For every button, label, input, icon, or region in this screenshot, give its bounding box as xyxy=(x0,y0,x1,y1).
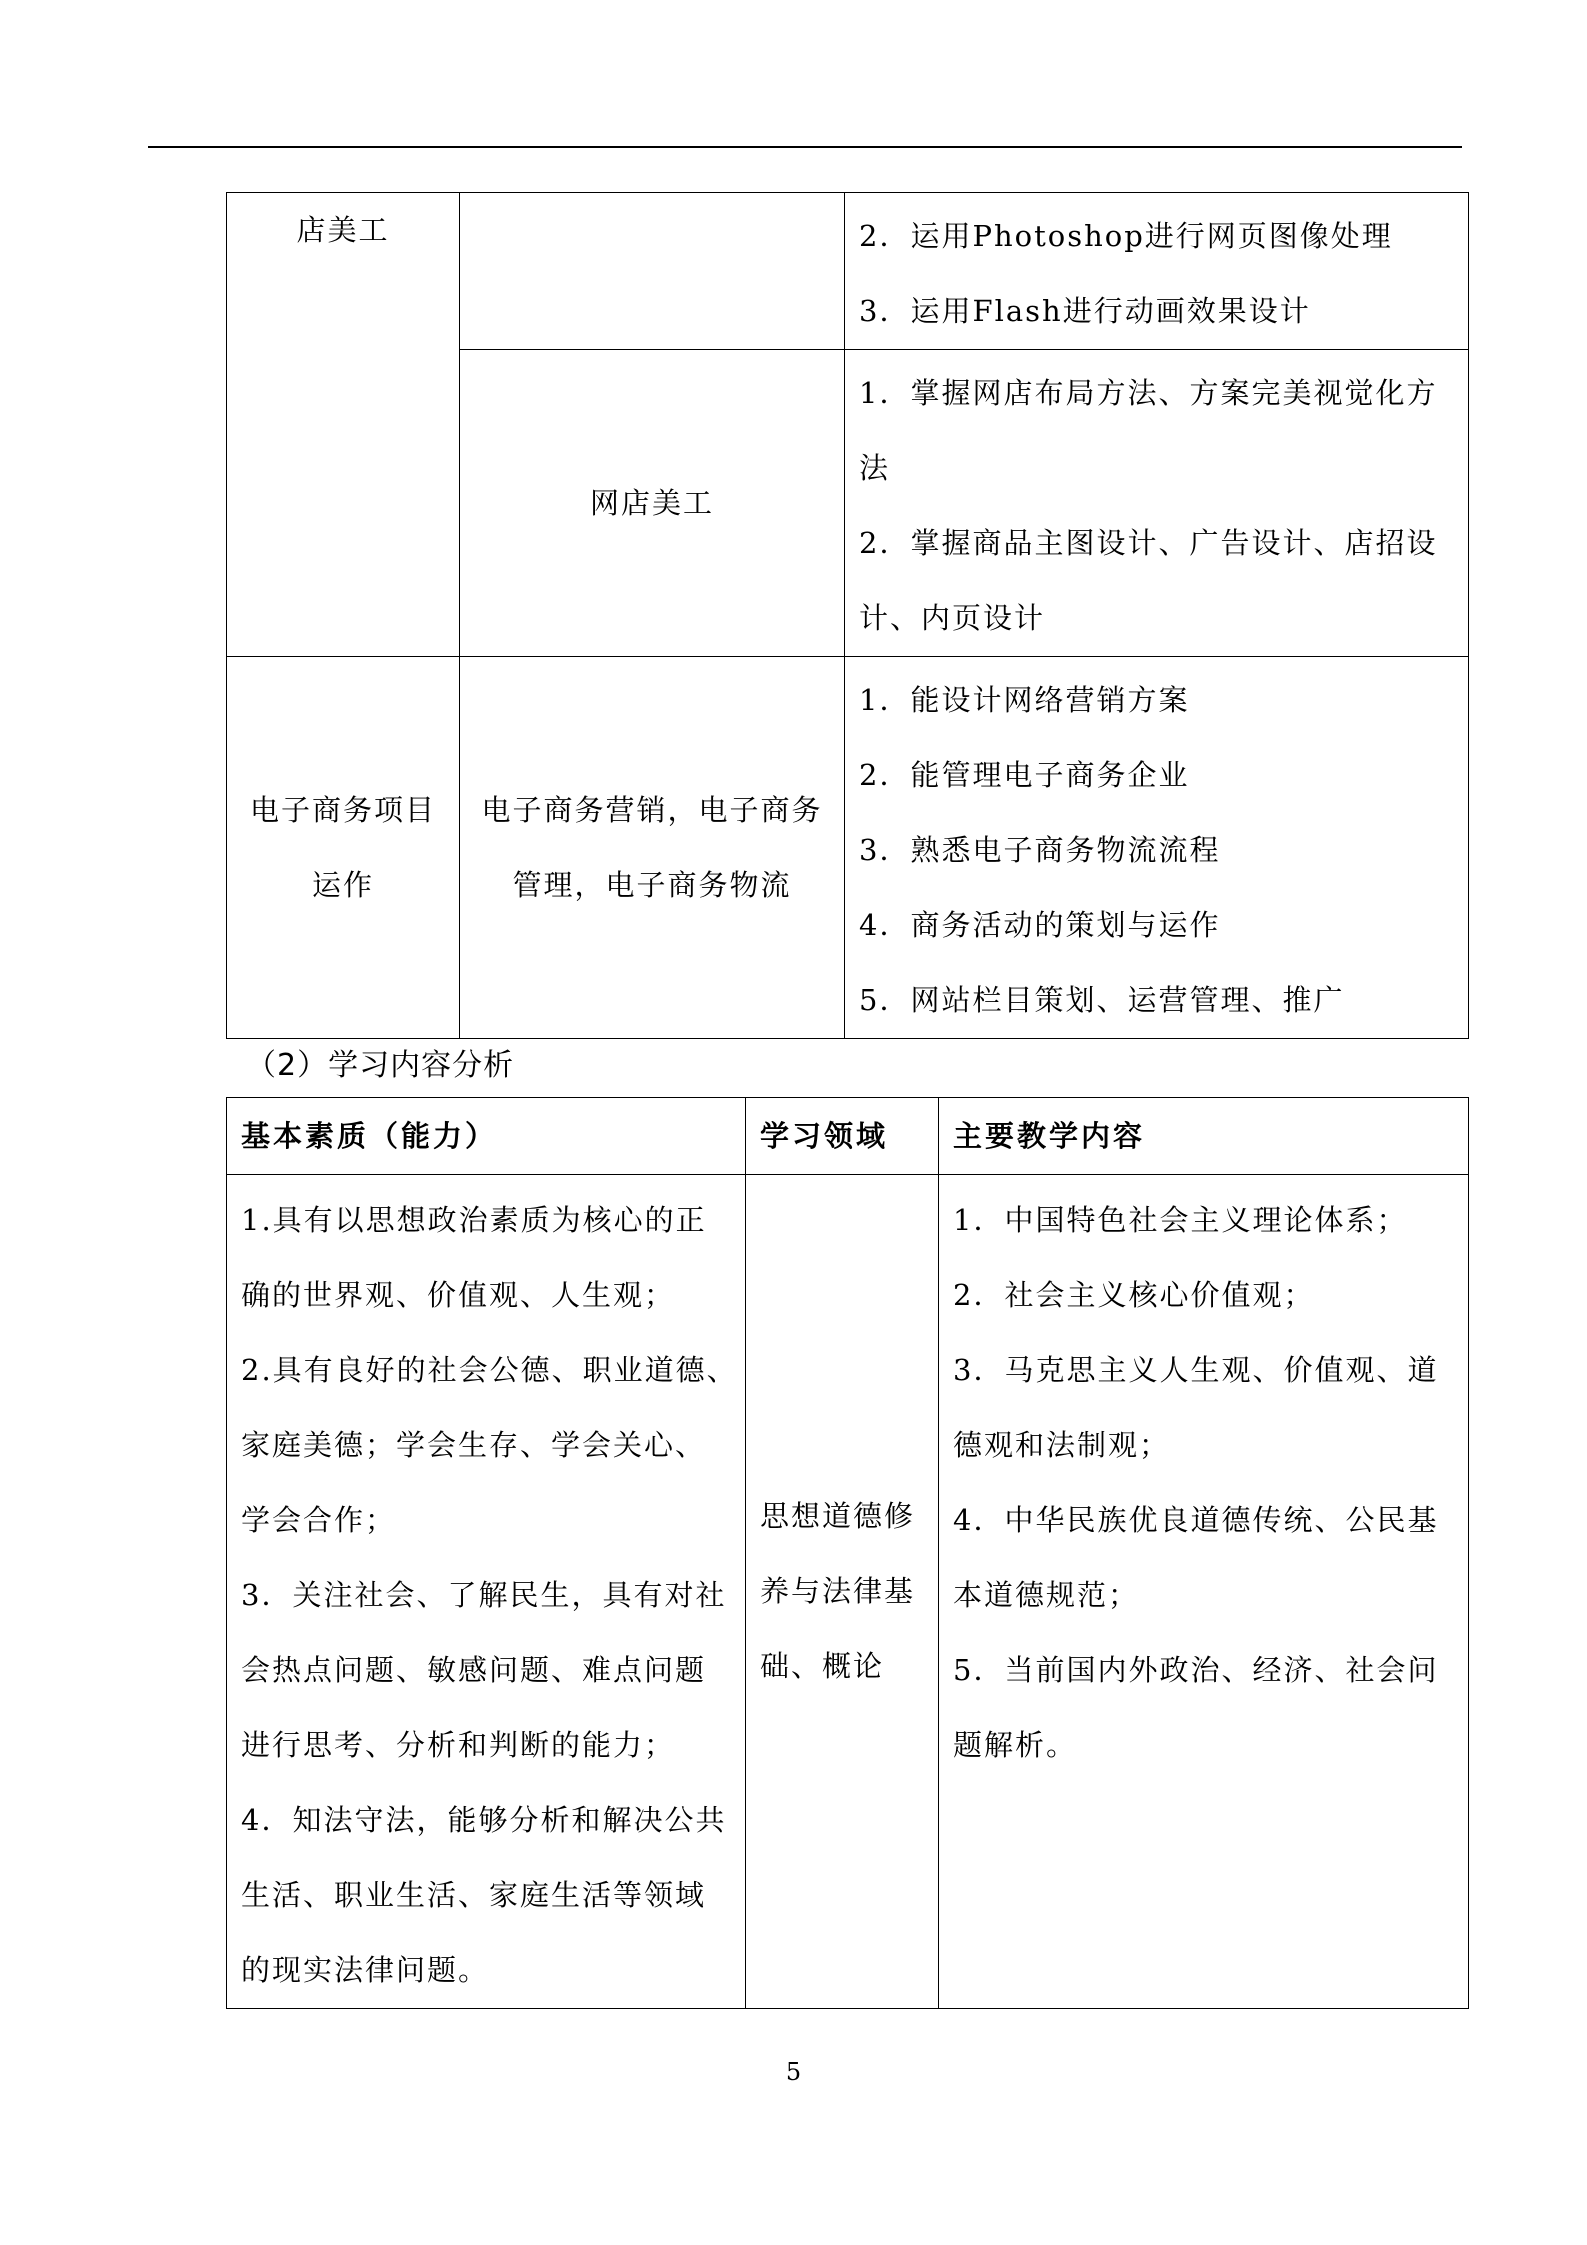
cell-line: 运作 xyxy=(311,867,374,902)
header-main-content: 主要教学内容 xyxy=(939,1098,1469,1175)
cell-line: 3．熟悉电子商务物流流程 xyxy=(859,833,1221,867)
cell-line: 1．能设计网络营销方案 xyxy=(859,683,1190,717)
table-cell-module xyxy=(460,193,845,350)
cell-line: 4．商务活动的策划与运作 xyxy=(859,908,1221,942)
cell-line: 1.具有以思想政治素质为核心的正 xyxy=(241,1203,707,1237)
page-number: 5 xyxy=(785,2058,802,2086)
cell-line: 德观和法制观； xyxy=(953,1428,1171,1462)
cell-line: 4．知法守法，能够分析和解决公共 xyxy=(241,1803,727,1837)
header-learning-field: 学习领域 xyxy=(746,1098,939,1175)
cell-line: 生活、职业生活、家庭生活等领域 xyxy=(241,1878,707,1912)
curriculum-table-continued xyxy=(226,192,1469,1039)
cell-line: 确的世界观、价值观、人生观； xyxy=(241,1278,676,1312)
table-cell-module xyxy=(460,350,845,657)
cell-line: 管理，电子商务物流 xyxy=(512,867,792,902)
cell-line: 进行思考、分析和判断的能力； xyxy=(241,1728,676,1762)
cell-line: 的现实法律问题。 xyxy=(241,1953,490,1987)
table-cell-learning-field xyxy=(746,1175,939,2009)
section-caption: （2）学习内容分析 xyxy=(246,1048,515,1083)
table-row xyxy=(227,1175,1469,2009)
table-cell-module xyxy=(460,657,845,1039)
cell-line: 家庭美德；学会生存、学会关心、 xyxy=(241,1428,707,1462)
cell-line: 2．能管理电子商务企业 xyxy=(859,758,1190,792)
header-rule xyxy=(148,146,1462,148)
table-cell-main-content xyxy=(939,1175,1469,2009)
cell-line: 2．社会主义核心价值观； xyxy=(953,1278,1315,1312)
cell-line: 3．关注社会、了解民生，具有对社 xyxy=(241,1578,727,1612)
table-row xyxy=(227,657,1469,1039)
learning-content-table xyxy=(226,1097,1469,2009)
cell-line: 法 xyxy=(859,451,891,485)
table-cell-course xyxy=(227,193,460,657)
cell-line: 思想道德修 xyxy=(760,1499,916,1533)
cell-line: 5．网站栏目策划、运营管理、推广 xyxy=(859,983,1345,1017)
cell-line: 2.具有良好的社会公德、职业道德、 xyxy=(241,1353,738,1387)
table-row xyxy=(227,193,1469,350)
table-cell-content xyxy=(845,193,1469,350)
cell-line: 网店美工 xyxy=(589,485,714,520)
cell-line: 养与法律基 xyxy=(760,1574,916,1608)
table-header-row xyxy=(227,1098,1469,1175)
table-cell-course xyxy=(227,657,460,1039)
cell-line: 1．掌握网店布局方法、方案完美视觉化方 xyxy=(859,376,1438,410)
cell-line: 5．当前国内外政治、经济、社会问 xyxy=(953,1653,1439,1687)
cell-line: 计、内页设计 xyxy=(859,601,1046,635)
cell-line: 4．中华民族优良道德传统、公民基 xyxy=(953,1503,1439,1537)
cell-line: 题解析。 xyxy=(953,1728,1078,1762)
cell-line: 电子商务项目 xyxy=(249,792,436,827)
cell-line: 学会合作； xyxy=(241,1503,397,1537)
cell-line: 店美工 xyxy=(296,213,390,247)
table-cell-content xyxy=(845,657,1469,1039)
cell-line: 础、概论 xyxy=(760,1649,885,1683)
cell-line: 会热点问题、敏感问题、难点问题 xyxy=(241,1653,707,1687)
cell-line: 3．马克思主义人生观、价值观、道 xyxy=(953,1353,1439,1387)
cell-line: 2．掌握商品主图设计、广告设计、店招设 xyxy=(859,526,1438,560)
cell-line: 2．运用Photoshop进行网页图像处理 xyxy=(859,219,1393,253)
cell-line: 电子商务营销，电子商务 xyxy=(481,792,823,827)
cell-line: 本道德规范； xyxy=(953,1578,1140,1612)
cell-line: 3．运用Flash进行动画效果设计 xyxy=(859,294,1311,328)
table-cell-content xyxy=(845,350,1469,657)
table-cell-basic-quality xyxy=(227,1175,746,2009)
cell-line: 1．中国特色社会主义理论体系； xyxy=(953,1203,1408,1237)
header-basic-quality: 基本素质（能力） xyxy=(227,1098,746,1175)
